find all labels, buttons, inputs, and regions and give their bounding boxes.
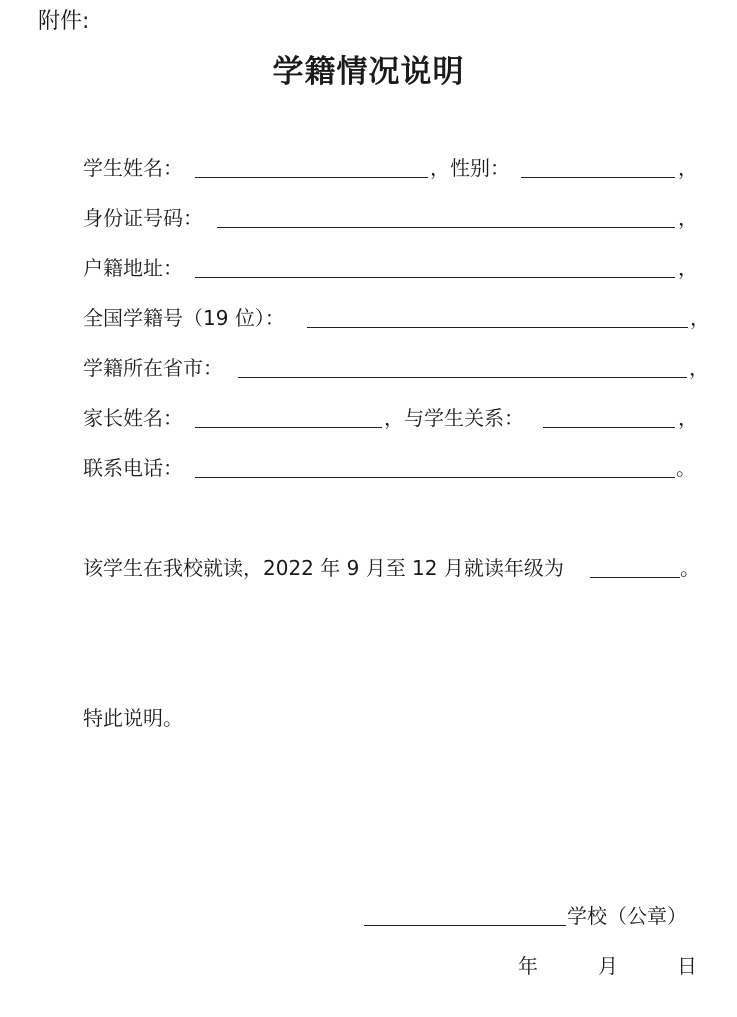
attachment-label: 附件: bbox=[38, 9, 90, 34]
date-month-label: 月 bbox=[598, 954, 618, 978]
student-name-field[interactable] bbox=[195, 177, 428, 178]
page-title: 学籍情况说明 bbox=[272, 54, 465, 90]
registration-province-field[interactable] bbox=[238, 377, 687, 378]
id-number-field[interactable] bbox=[217, 227, 675, 228]
student-name-label: 学生姓名： bbox=[83, 156, 183, 180]
household-address-label: 户籍地址： bbox=[83, 256, 183, 280]
comma: ， bbox=[678, 256, 698, 280]
student-number-label: 全国学籍号（19 位）： bbox=[83, 306, 285, 330]
comma: ， bbox=[689, 356, 709, 380]
date-day-label: 日 bbox=[677, 954, 697, 978]
id-number-label: 身份证号码： bbox=[83, 206, 203, 230]
relation-label: ，与学生关系： bbox=[384, 406, 524, 430]
registration-province-label: 学籍所在省市： bbox=[83, 356, 223, 380]
closing-text: 特此说明。 bbox=[83, 706, 183, 730]
period: 。 bbox=[676, 456, 696, 480]
comma: ， bbox=[678, 206, 698, 230]
school-seal-label: 学校（公章） bbox=[567, 904, 687, 928]
school-signature-field[interactable] bbox=[364, 925, 566, 926]
gender-field[interactable] bbox=[521, 177, 675, 178]
comma: ， bbox=[678, 156, 698, 180]
comma: ， bbox=[690, 306, 710, 330]
parent-name-label: 家长姓名： bbox=[83, 406, 183, 430]
phone-label: 联系电话： bbox=[83, 456, 183, 480]
gender-label: ，性别： bbox=[430, 156, 510, 180]
relation-field[interactable] bbox=[543, 427, 675, 428]
period: 。 bbox=[680, 556, 700, 580]
statement-text: 该学生在我校就读，2022 年 9 月至 12 月就读年级为 bbox=[83, 556, 564, 580]
grade-field[interactable] bbox=[590, 577, 680, 578]
parent-name-field[interactable] bbox=[195, 427, 382, 428]
student-number-field[interactable] bbox=[307, 327, 688, 328]
household-address-field[interactable] bbox=[195, 277, 675, 278]
comma: ， bbox=[678, 406, 698, 430]
date-year-label: 年 bbox=[518, 954, 538, 978]
phone-field[interactable] bbox=[195, 477, 675, 478]
